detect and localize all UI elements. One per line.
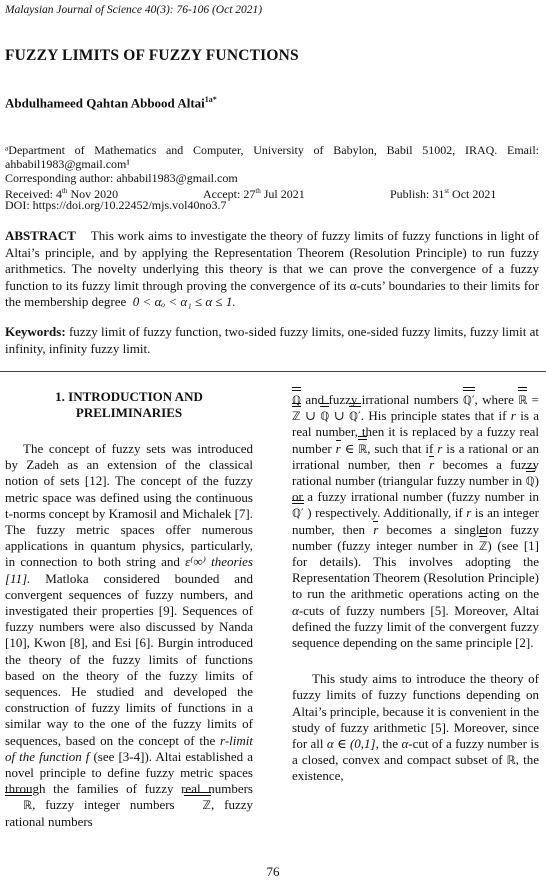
section-divider xyxy=(0,371,546,372)
aims-paragraph: This study aims to introduce the theory of fuzzy limits of fuzzy functions depending on Altai’s principle, because it is convenient in the study of fuzzy arithmetic [5]. Moreover, since for all α ∈ (0,1], the α-cut of a fuzzy number is a closed, convex and compact subset of ℝ, the existence, xyxy=(292,671,540,784)
keywords-label: Keywords: xyxy=(5,324,66,339)
affiliation-block xyxy=(5,143,539,185)
published-date: Publish: 31st Oct 2021 xyxy=(390,187,497,201)
section-heading: 1. INTRODUCTION AND PRELIMINARIES xyxy=(55,389,203,420)
affiliation-email[interactable]: ahbabil1983@gmail.com¹ xyxy=(5,157,130,171)
page-number: 76 xyxy=(266,864,280,879)
received-date: Received: 4th Nov 2020 xyxy=(5,187,119,201)
keywords-text: fuzzy limit of fuzzy function, two-sided fuzzy limits, one-sided fuzzy limits, fuzzy limit at infinity, infinity fuzzy limit. xyxy=(5,324,540,356)
author-superscript: 1a* xyxy=(204,95,217,104)
fuzzy-reals-symbol: ℝ xyxy=(5,797,32,813)
principle-paragraph: ℚ and fuzzy irrational numbers ℚ′, where ℝ = ℤ ∪ ℚ ∪ ℚ′. His principle states that if r is a real number, then it is replaced by a fuzzy real number r ∈ ℝ, such that if r is a rational or an irrational number, then r becomes a fuzzy rational number (triangular fuzzy number in ℚ) or a fuzzy irrational number (fuzzy number in ℚ′ ) respectively. Additionally, if r is an integer number, then r becomes a singleton fuzzy number (fuzzy integer number in ℤ) (see [1] for details). This involves adopting the Representation Theorem (Resolution Principle) to run the arithmetic operations acting on the α-cuts of fuzzy numbers [5]. Moreover, Altai defined the fuzzy limit of the convergent fuzzy sequence depending on the same principle [2]. xyxy=(292,392,540,651)
intro-paragraph: The concept of fuzzy sets was introduced by Zadeh as an extension of the classical notion of sets [12]. The concept of the fuzzy metric space was defined using the continuous t-norms concept by Kramosil and Michalek [7]. The fuzzy metric spaces offer numerous applications in quantum physics, particularly, in connection to both string and ε⁽∞⁾ theories [11]. Matloka considered bounded and convergent sequences of fuzzy numbers, and investigated their properties [9]. Sequences of fuzzy numbers were also discussed by Nanda [10], Kwon [8], and Esi [6]. Burgin introduced the theory of the fuzzy limits of functions based on the theory of the fuzzy limits of sequences. He studied and developed the construction of fuzzy limits of functions in a similar way to the one of the fuzzy limits of sequences, based on the concept of the r-limit of the function f (see [3-4]). Altai established a novel principle to define fuzzy metric spaces through the families of fuzzy real numbers ℝ, fuzzy integer numbers ℤ, fuzzy rational numbers xyxy=(5,441,254,829)
abstract-label: ABSTRACT xyxy=(5,228,76,243)
keywords-block xyxy=(5,323,539,357)
author-name: Abdulhameed Qahtan Abbood Altai xyxy=(5,95,205,111)
author-line xyxy=(5,95,217,111)
corresponding-author: Corresponding author: ahbabil1983@gmail.com xyxy=(5,171,238,185)
abstract-block xyxy=(5,228,539,311)
accepted-date: Accept: 27th Jul 2021 xyxy=(203,187,305,201)
journal-header: Malaysian Journal of Science 40(3): 76-106 (Oct 2021) xyxy=(5,4,263,16)
article-title: FUZZY LIMITS OF FUZZY FUNCTIONS xyxy=(5,47,299,64)
doi-link[interactable]: DOI: https://doi.org/10.22452/mjs.vol40no3.7 xyxy=(5,198,227,212)
abstract-condition: 0 < αₒ < α₁ ≤ α ≤ 1. xyxy=(132,294,236,310)
affiliation-department: ᵃDepartment of Mathematics and Computer, University of Babylon, Babil 51002, IRAQ. Email: xyxy=(5,143,539,157)
left-column xyxy=(5,389,253,830)
fuzzy-integers-symbol: ℤ xyxy=(184,797,211,813)
abstract-text: This work aims to investigate the theory of fuzzy limits of fuzzy functions in light of Altai’s principle, and by applying the Representation Theorem (Resolution Principle) to run fuzzy arithmetics. The novelty underlying this theory is that we can prove the convergence of a fuzzy function to its fuzzy limit through proving the convergence of its α-cuts’ boundaries to their limits for the membership degree xyxy=(5,228,540,310)
right-column xyxy=(292,392,539,785)
